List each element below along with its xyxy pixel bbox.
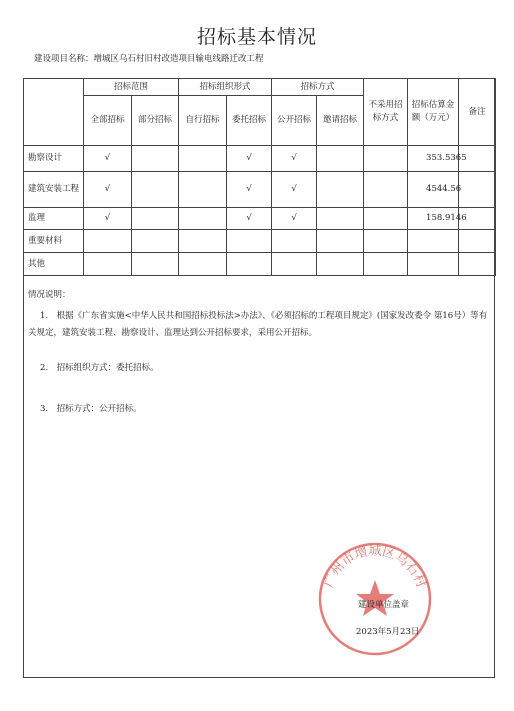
bidding-table — [23, 78, 496, 276]
table-cell — [459, 172, 496, 208]
table-cell: 353.5365 — [408, 146, 459, 172]
subheader-invite: 邀请招标 — [317, 96, 364, 146]
table-row — [24, 146, 496, 172]
table-cell — [84, 230, 132, 253]
table-cell — [408, 230, 459, 253]
table-cell — [459, 253, 496, 276]
note-item-1: 1. 根据《广东省实施<中华人民共和国招标投标法>办法》、《必须招标的工程项目规定》(国家发改委令 第16号）等有关规定，建筑安装工程、勘察设计、监理达到公开招标要求，采用公开招标。 — [28, 311, 488, 338]
row-label: 重要材料 — [24, 230, 84, 253]
sign-date: 2023年5月23日 — [356, 627, 420, 637]
table-cell — [132, 172, 179, 208]
row-label: 其他 — [24, 253, 84, 276]
table-cell — [179, 253, 227, 276]
table-cell — [317, 253, 364, 276]
table-cell — [179, 208, 227, 230]
table-cell — [317, 172, 364, 208]
header-estimate: 招标估算金额（万元） — [408, 79, 459, 146]
signature-label: 建设单位盖章 — [358, 600, 410, 610]
row-label: 监理 — [24, 208, 84, 230]
table-row — [24, 172, 496, 208]
table-row — [24, 208, 496, 230]
table-cell: √ — [272, 208, 317, 230]
row-label: 建筑安装工程 — [24, 172, 84, 208]
table-cell: √ — [227, 146, 272, 172]
table-cell — [272, 230, 317, 253]
table-cell — [317, 146, 364, 172]
table-cell — [227, 253, 272, 276]
subheader-entrust: 委托招标 — [227, 96, 272, 146]
page-title: 招标基本情况 — [196, 26, 317, 48]
table-cell — [179, 172, 227, 208]
header-method: 招标方式 — [272, 79, 364, 96]
table-cell — [408, 253, 459, 276]
table-cell — [364, 253, 408, 276]
header-scope: 招标范围 — [84, 79, 179, 96]
subheader-open: 公开招标 — [272, 96, 317, 146]
table-cell — [364, 230, 408, 253]
note-item-2: 2. 招标组织方式：委托招标。 — [40, 363, 159, 373]
table-row — [24, 230, 496, 253]
table-cell — [179, 146, 227, 172]
table-cell: √ — [227, 172, 272, 208]
table-cell — [132, 146, 179, 172]
table-cell: √ — [272, 172, 317, 208]
header-row-1 — [24, 79, 496, 96]
table-cell — [132, 253, 179, 276]
subheader-partial: 部分招标 — [132, 96, 179, 146]
table-cell — [132, 208, 179, 230]
table-cell: √ — [84, 172, 132, 208]
table-cell — [132, 230, 179, 253]
subheader-self: 自行招标 — [179, 96, 227, 146]
table-cell: 158.9146 — [408, 208, 459, 230]
project-name: 建设项目名称：增城区乌石村旧村改造项目输电线路迁改工程 — [34, 54, 264, 64]
row-label: 勘察设计 — [24, 146, 84, 172]
header-org-form: 招标组织形式 — [179, 79, 272, 96]
table-cell: √ — [227, 208, 272, 230]
notes-heading: 情况说明： — [28, 290, 71, 300]
table-cell — [364, 172, 408, 208]
table-cell: √ — [84, 208, 132, 230]
table-row — [24, 253, 496, 276]
subheader-all: 全部招标 — [84, 96, 132, 146]
seal-text: 广州市增城区乌石村 — [321, 543, 429, 590]
table-cell: √ — [272, 146, 317, 172]
table-cell — [84, 253, 132, 276]
table-cell — [272, 253, 317, 276]
table-cell — [364, 146, 408, 172]
table-cell — [317, 230, 364, 253]
header-remark: 备注 — [459, 79, 496, 146]
table-cell — [227, 230, 272, 253]
table-cell: 4544.56 — [408, 172, 459, 208]
notes-section — [28, 287, 490, 418]
note-item-3: 3. 招标方式：公开招标。 — [40, 404, 142, 414]
header-blank — [24, 79, 84, 146]
header-no-bid: 不采用招标方式 — [364, 79, 408, 146]
table-cell — [364, 208, 408, 230]
table-cell — [459, 230, 496, 253]
table-cell — [317, 208, 364, 230]
table-cell — [179, 230, 227, 253]
table-cell: √ — [84, 146, 132, 172]
